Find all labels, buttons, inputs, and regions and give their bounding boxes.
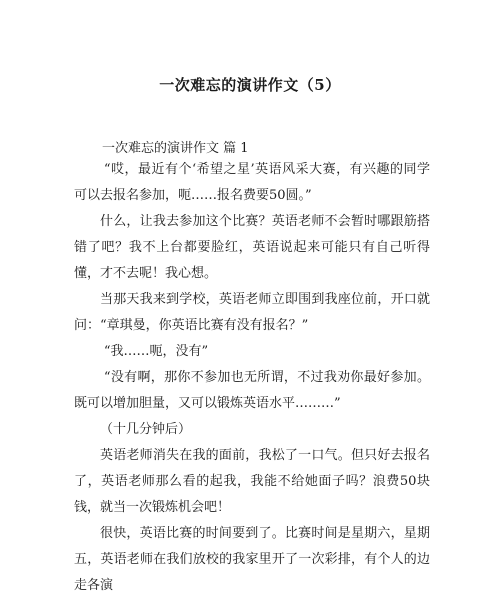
paragraph: 英语老师消失在我的面前，我松了一口气。但只好去报名了，英语老师那么看的起我，我能不给她面子吗？浪费50块钱，就当一次锻炼机会吧！: [74, 448, 430, 515]
paragraph: 什么，让我去参加这个比赛？英语老师不会暂时哪跟筋搭错了吧？我不上台都要脸红，英语说起来可能只有自己听得懂，才不去呢！我心想。: [74, 214, 430, 281]
paragraph: 很快，英语比赛的时间要到了。比赛时间是星期六，星期五，英语老师在我们放校的我家里开了一次彩排，有个人的边走各演: [74, 526, 430, 593]
paragraph: “哎，最近有个‘希望之星’英语风采大赛，有兴趣的同学可以去报名参加，呃……报名费要50圆。”: [74, 162, 430, 203]
document-title: 一次难忘的演讲作文（5）: [159, 76, 341, 94]
paragraph: （十几分钟后）: [100, 422, 192, 437]
paragraph: “没有啊，那你不参加也无所谓，不过我劝你最好参加。既可以增加胆量，又可以锻炼英语水平………”: [74, 370, 430, 411]
paragraph: 当那天我来到学校，英语老师立即围到我座位前，开口就问：“章琪曼，你英语比赛有没有报名？”: [74, 292, 430, 333]
section-heading: 一次难忘的演讲作文 篇 1: [102, 141, 249, 156]
document-body: [74, 157, 430, 599]
paragraph: “我……呃，没有”: [103, 344, 209, 359]
